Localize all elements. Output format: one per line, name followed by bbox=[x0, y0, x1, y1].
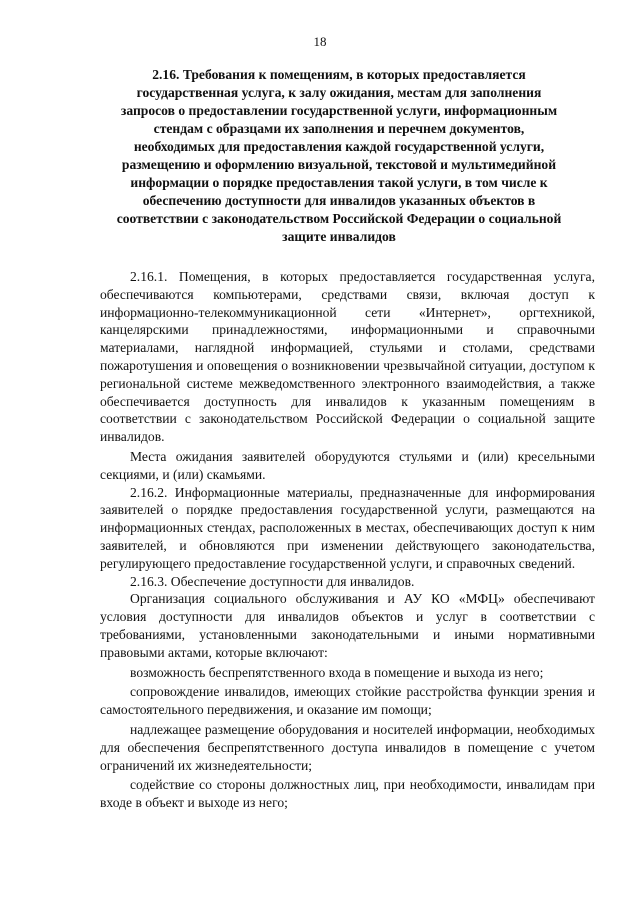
section-heading bbox=[100, 66, 578, 246]
heading-line: информации о порядке предоставления такой услуги, в том числе к bbox=[130, 175, 548, 190]
document-body bbox=[100, 268, 595, 812]
list-item-staff-assistance: содействие со стороны должностных лиц, при необходимости, инвалидам при входе в объект и выходе из него; bbox=[100, 777, 595, 811]
list-item-entry-access: возможность беспрепятственного входа в помещение и выхода из него; bbox=[130, 664, 544, 680]
list-item-escort: сопровождение инвалидов, имеющих стойкие расстройства функции зрения и самостоятельного передвижения, и оказание им помощи; bbox=[100, 684, 595, 718]
paragraph-2-16-1: 2.16.1. Помещения, в которых предоставляется государственная услуга, обеспечиваются компьютерами, средствами связи, включая доступ к информационно-телекоммуникационной сети «Интернет», оргтехникой, канцелярскими принадлежностями, информационными и справочными материалами, наглядной информацией, стульями и столами, средствами пожаротушения и оповещения о возникновении чрезвычайной ситуации, доступом к региональной системе межведомственного электронного взаимодействия, а также обеспечивается доступность для инвалидов к указанным помещениям в соответствии с законодательством Российской Федерации о социальной защите инвалидов. bbox=[100, 269, 595, 445]
heading-line: 2.16. Требования к помещениям, в которых предоставляется bbox=[152, 67, 526, 82]
list-item-equipment-placement: надлежащее размещение оборудования и носителей информации, необходимых для обеспечения беспрепятственного доступа инвалидов в помещение с учетом ограничений их жизнедеятельности; bbox=[100, 721, 595, 773]
heading-line: защите инвалидов bbox=[282, 229, 396, 244]
heading-line: запросов о предоставлении государственной услуги, информационным bbox=[120, 103, 558, 118]
paragraph-organization: Организация социального обслуживания и АУ КО «МФЦ» обеспечивают условия доступности для инвалидов объектов и услуг в соответствии с требованиями, установленными законодательными и иными нормативными правовыми актами, которые включают: bbox=[100, 591, 595, 660]
heading-line: обеспечению доступности для инвалидов указанных объектов в bbox=[142, 193, 536, 208]
heading-line: размещению и оформлению визуальной, текстовой и мультимедийной bbox=[121, 157, 557, 172]
paragraph-2-16-3: 2.16.3. Обеспечение доступности для инвалидов. bbox=[130, 573, 415, 589]
paragraph-2-16-2: 2.16.2. Информационные материалы, предназначенные для информирования заявителей о порядке предоставления государственной услуги, размещаются на информационных стендах, расположенных в местах, обеспечивающих доступ к ним заявителей, и обновляются при изменении действующего законодательства, регулирующего предоставление государственной услуги, и справочных сведений. bbox=[100, 484, 595, 571]
page-number: 18 bbox=[313, 34, 327, 49]
heading-line: необходимых для предоставления каждой государственной услуги, bbox=[133, 139, 545, 154]
heading-line: стендам с образцами их заполнения и перечнем документов, bbox=[153, 121, 525, 136]
paragraph-waiting-places: Места ожидания заявителей оборудуются стульями и (или) кресельными секциями, и (или) скамьями. bbox=[100, 448, 595, 482]
heading-line: государственная услуга, к залу ожидания, местам для заполнения bbox=[136, 85, 542, 100]
heading-line: соответствии с законодательством Российской Федерации о социальной bbox=[116, 211, 562, 226]
